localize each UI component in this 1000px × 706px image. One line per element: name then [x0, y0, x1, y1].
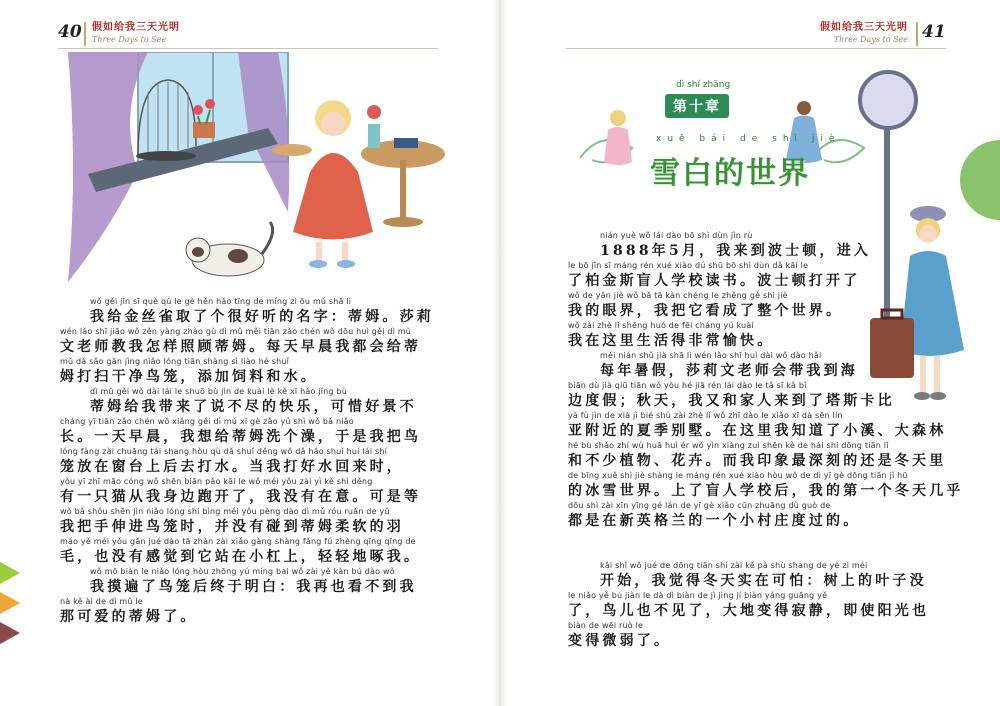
text-line: wǒ gěi jīn sī què qǔ le gè hěn hǎo tīng de míng zi ōu mǔ shā lì 我给金丝雀取了个很好听的名字：蒂姆。莎莉 — [90, 297, 434, 325]
left-page-number: 40 — [58, 22, 82, 42]
left-page — [0, 0, 492, 706]
right-header-title: 假如给我三天光明 — [820, 22, 908, 33]
chapter-label: 第十章 — [665, 94, 729, 118]
left-header-rule — [58, 48, 438, 49]
text-line: yà fù jìn de xià jì bié shù zài zhè lǐ wǒ zhī dào le xiǎo xī dà sēn lín 亚附近的夏季别墅。在这里我知道了小溪、大森林 — [568, 411, 947, 439]
text-line: cháng yī tiān zǎo chén wǒ xiǎng gěi dì mǔ xǐ gè zǎo yú shì wǒ bǎ niǎo 长。一天早晨，我想给蒂姆洗个澡，于是我把鸟 — [60, 417, 422, 445]
girl-pink-figure — [604, 110, 632, 165]
left-illustration — [48, 52, 448, 288]
right-illustration — [852, 60, 1000, 420]
right-header-rule — [566, 48, 946, 49]
text-line: biān dù jià qiū tiān wǒ yòu hé jiā rén lái dào le tǎ sī kǎ bǐ 边度假；秋天，我又和家人来到了塔斯卡比 — [568, 381, 895, 409]
text-line: lóng fàng zài chuāng tái shang hòu qù dǎ shuǐ děng wǒ dǎ hǎo shuǐ huí lái shí 笼放在窗台上后去打水。当我打好水回来时， — [60, 447, 404, 475]
text-line: yǒu yī zhī māo cóng wǒ shēn biān pǎo kāi le wǒ méi yǒu zài yì kě shì děng 有一只猫从我身边跑开了，我没有在意。可是等 — [60, 477, 422, 505]
text-line: dì mǔ gěi wǒ dài lái le shuō bù jìn de kuài lè kě xī hǎo jǐng bù 蒂姆给我带来了说不尽的快乐，可惜好景不 — [90, 387, 417, 415]
right-running-header — [820, 22, 908, 46]
text-line: nà kě ài de dì mǔ le 那可爱的蒂姆了。 — [60, 597, 198, 625]
text-line: wén lǎo shī jiāo wǒ zěn yàng zhào gù dì mǔ měi tiān zǎo chén wǒ dōu huì gěi dì mǔ 文老师教我怎样照顾蒂姆。每天早晨我都会给蒂 — [60, 327, 422, 355]
section-tab-brown[interactable] — [0, 622, 20, 644]
chapter-pinyin: dì shí zhāng — [676, 80, 731, 90]
text-line: wǒ de yǎn jiè wǒ bǎ tā kàn chéng le zhěng gè shì jiè 我的眼界，我把它看成了整个世界。 — [568, 291, 844, 319]
text-line: hé bù shǎo zhí wù huā huì ér wǒ yìn xiàng zuì shēn kè de hái shi dōng tiān lǐ 和不少植物、花卉。而我印象最深刻的还是冬天里 — [568, 441, 947, 469]
text-line: kāi shǐ wǒ jué de dōng tiān shí zài kě pà shù shang de yè zi méi 开始，我觉得冬天实在可怕：树上的叶子没 — [600, 561, 927, 589]
section-tab-orange[interactable] — [0, 592, 20, 614]
left-running-header — [92, 22, 180, 46]
text-line: wǒ zài zhè lǐ shēng huó de fēi cháng yú kuài 我在这里生活得非常愉快。 — [568, 321, 775, 349]
header-divider — [916, 22, 918, 46]
right-page-number: 41 — [922, 22, 946, 42]
text-line: de bīng xuě shì jiè shàng le máng rén xué xiào hòu wǒ de dì yī gè dōng tiān jǐ hū 的冰雪世界。上了盲人学校后，我的第一个冬天几乎 — [568, 471, 964, 499]
section-tab-green[interactable] — [0, 562, 20, 584]
text-line: máo yě méi yǒu gǎn jué dào tā zhàn zài xiǎo gàng shàng fǎng fú zhèng qīng qīng de 毛，也没有感觉到它站在小杠上，轻轻地啄我。 — [60, 537, 422, 565]
book-gutter — [492, 0, 508, 706]
text-line: le bō jīn sī máng rén xué xiào dú shū bō shì dùn dǎ kāi le 了柏金斯盲人学校读书。波士顿打开了 — [568, 261, 861, 289]
left-header-subtitle: Three Days to See — [92, 35, 167, 44]
text-line: měi nián shǔ jià shā lì wén lǎo shī huì dài wǒ dào hǎi 每年暑假，莎莉文老师会带我到海 — [600, 351, 858, 379]
text-line: biàn de wēi ruò le 变得微弱了。 — [568, 621, 672, 649]
text-line: nián yuè wǒ lái dào bō shì dùn jìn rù 1888年5月，我来到波士顿，进入 — [600, 231, 872, 259]
left-header-title: 假如给我三天光明 — [92, 22, 180, 33]
right-header-subtitle: Three Days to See — [833, 35, 908, 44]
text-line: wǒ bǎ shǒu shēn jìn niǎo lóng shí bìng méi yǒu pèng dào dì mǔ róu ruǎn de yǔ 我把手伸进鸟笼时，并没有碰到蒂姆柔软的羽 — [60, 507, 404, 535]
text-line: le niǎo yě bú jiàn le dà dì biàn de jì jìng jí biàn yáng guāng yě 了，鸟儿也不见了，大地变得寂静，即使阳光也 — [568, 591, 930, 619]
text-line: mǔ dǎ sǎo gān jìng niǎo lóng tiān shàng sì liào hé shuǐ 姆打扫干净鸟笼，添加饲料和水。 — [60, 357, 318, 385]
header-divider — [84, 22, 86, 46]
title-pinyin: xuě bái de shì jiè — [656, 134, 841, 144]
chapter-title: 雪白的世界 — [650, 156, 810, 191]
text-line: dōu shì zài xīn yīng gé lán de yī gè xiǎo cūn zhuāng dù guò de 都是在新英格兰的一个小村庄度过的。 — [568, 501, 861, 529]
text-line: wǒ mō biàn le niǎo lóng hòu zhōng yú míng bai wǒ zài yě kàn bú dào wǒ 我摸遍了鸟笼后终于明白：我再也看不到我 — [90, 567, 417, 595]
